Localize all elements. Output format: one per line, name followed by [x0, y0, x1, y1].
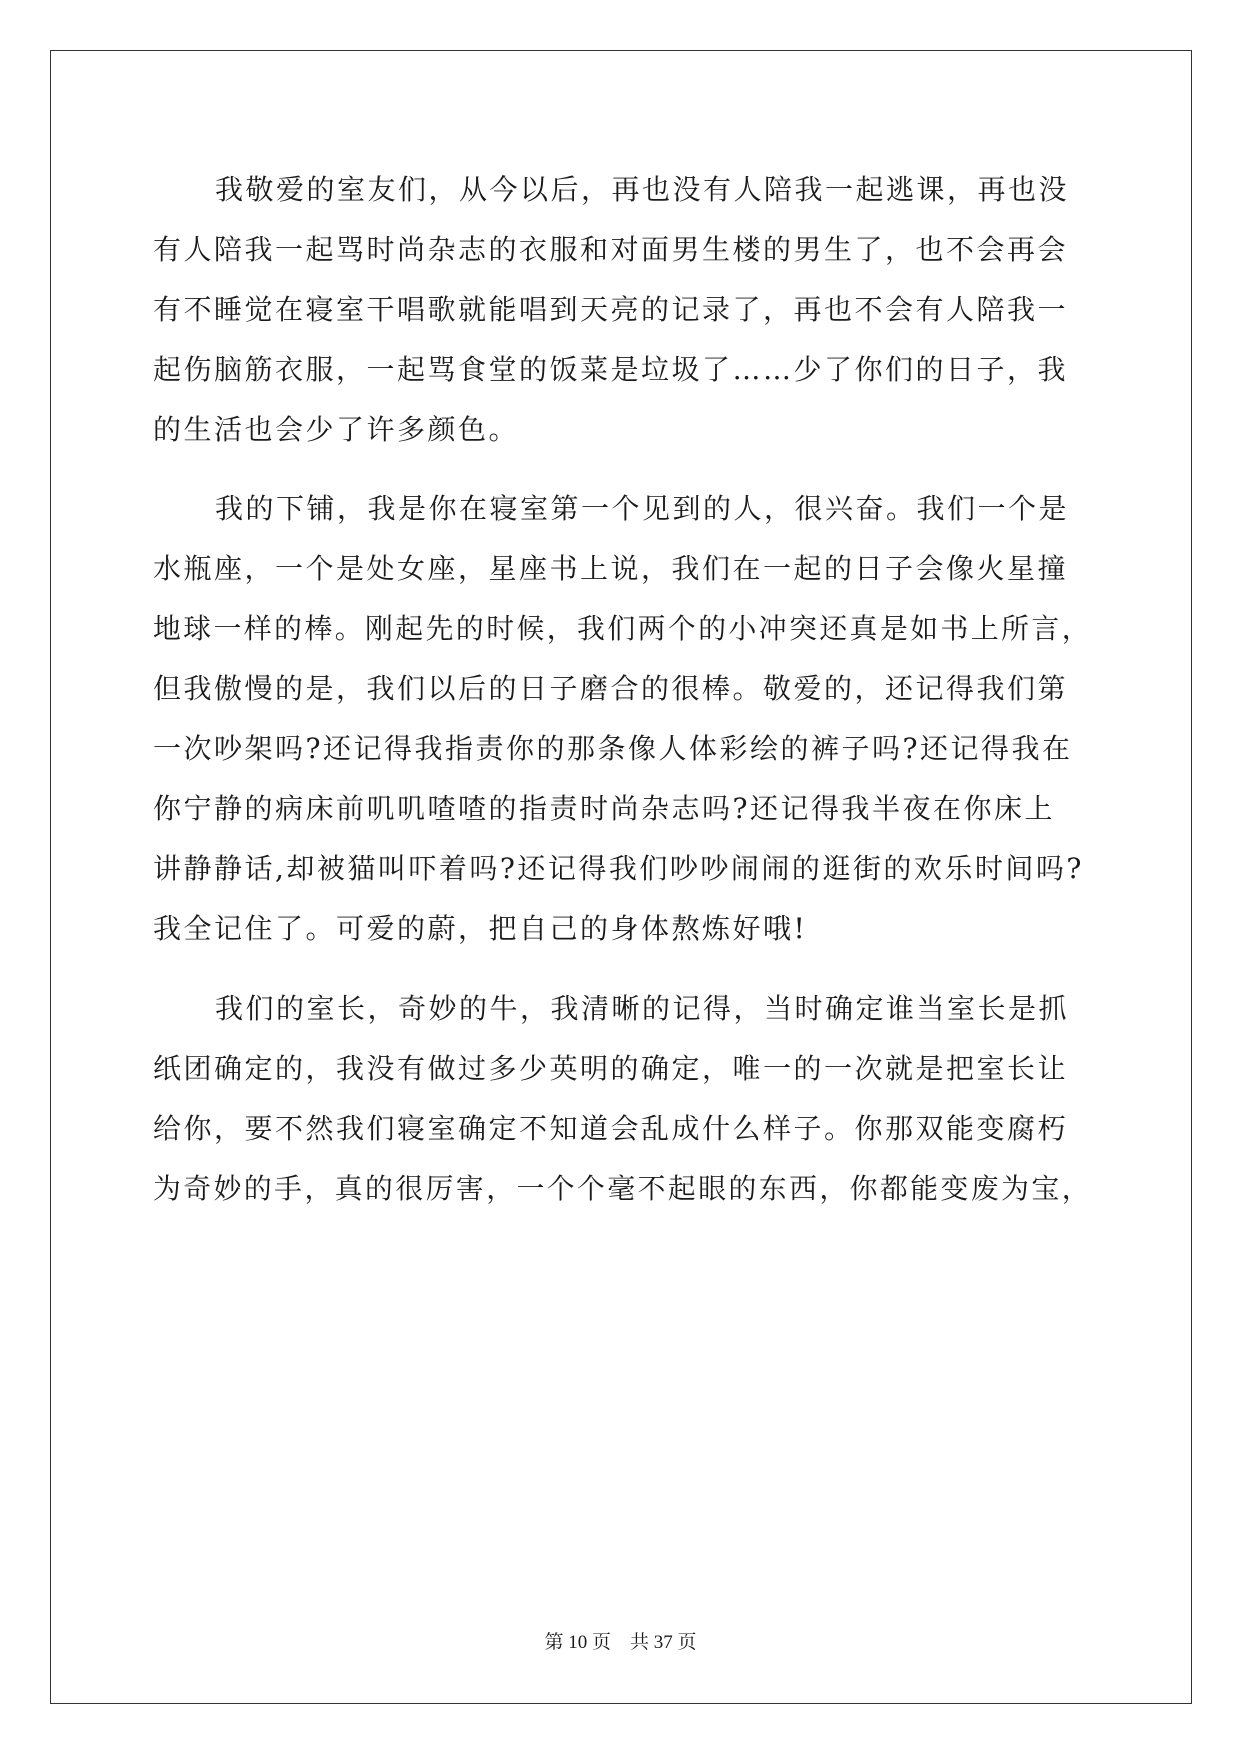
paragraph-line: 我敬爱的室友们，从今以后，再也没有人陪我一起逃课，再也没 — [215, 173, 1070, 206]
paragraph-line: 给你，要不然我们寝室确定不知道会乱成什么样子。你那双能变腐朽 — [153, 1112, 1069, 1145]
page-number-footer: 第 10 页 共 37 页 — [544, 1632, 697, 1653]
paragraph-line: 有人陪我一起骂时尚杂志的衣服和对面男生楼的男生了，也不会再会 — [153, 233, 1069, 266]
paragraph-line: 讲静静话,却被猫叫吓着吗?还记得我们吵吵闹闹的逛街的欢乐时间吗? — [153, 852, 1084, 885]
paragraph-line: 起伤脑筋衣服，一起骂食堂的饭菜是垃圾了……少了你们的日子，我 — [153, 353, 1069, 386]
paragraph-line: 我全记住了。可爱的蔚，把自己的身体熬炼好哦! — [153, 912, 808, 945]
paragraph-line: 地球一样的棒。刚起先的时候，我们两个的小冲突还真是如书上所言， — [153, 612, 1092, 645]
paragraph-line: 的生活也会少了许多颜色。 — [153, 413, 520, 446]
paragraph-line: 我的下铺，我是你在寝室第一个见到的人，很兴奋。我们一个是 — [215, 492, 1070, 525]
paragraph-line: 我们的室长，奇妙的牛，我清晰的记得，当时确定谁当室长是抓 — [215, 992, 1070, 1025]
paragraph-line: 水瓶座，一个是处女座，星座书上说，我们在一起的日子会像火星撞 — [153, 552, 1069, 585]
paragraph-line: 你宁静的病床前叽叽喳喳的指责时尚杂志吗?还记得我半夜在你床上 — [153, 792, 1056, 825]
paragraph-line: 但我傲慢的是，我们以后的日子磨合的很棒。敬爱的，还记得我们第 — [153, 672, 1069, 705]
paragraph-line: 有不睡觉在寝室干唱歌就能唱到天亮的记录了，再也不会有人陪我一 — [153, 293, 1069, 326]
paragraph-line: 纸团确定的，我没有做过多少英明的确定，唯一的一次就是把室长让 — [153, 1052, 1069, 1085]
paragraph-line: 一次吵架吗?还记得我指责你的那条像人体彩绘的裤子吗?还记得我在 — [153, 732, 1073, 765]
paragraph-line: 为奇妙的手，真的很厉害，一个个毫不起眼的东西，你都能变废为宝， — [153, 1172, 1092, 1205]
